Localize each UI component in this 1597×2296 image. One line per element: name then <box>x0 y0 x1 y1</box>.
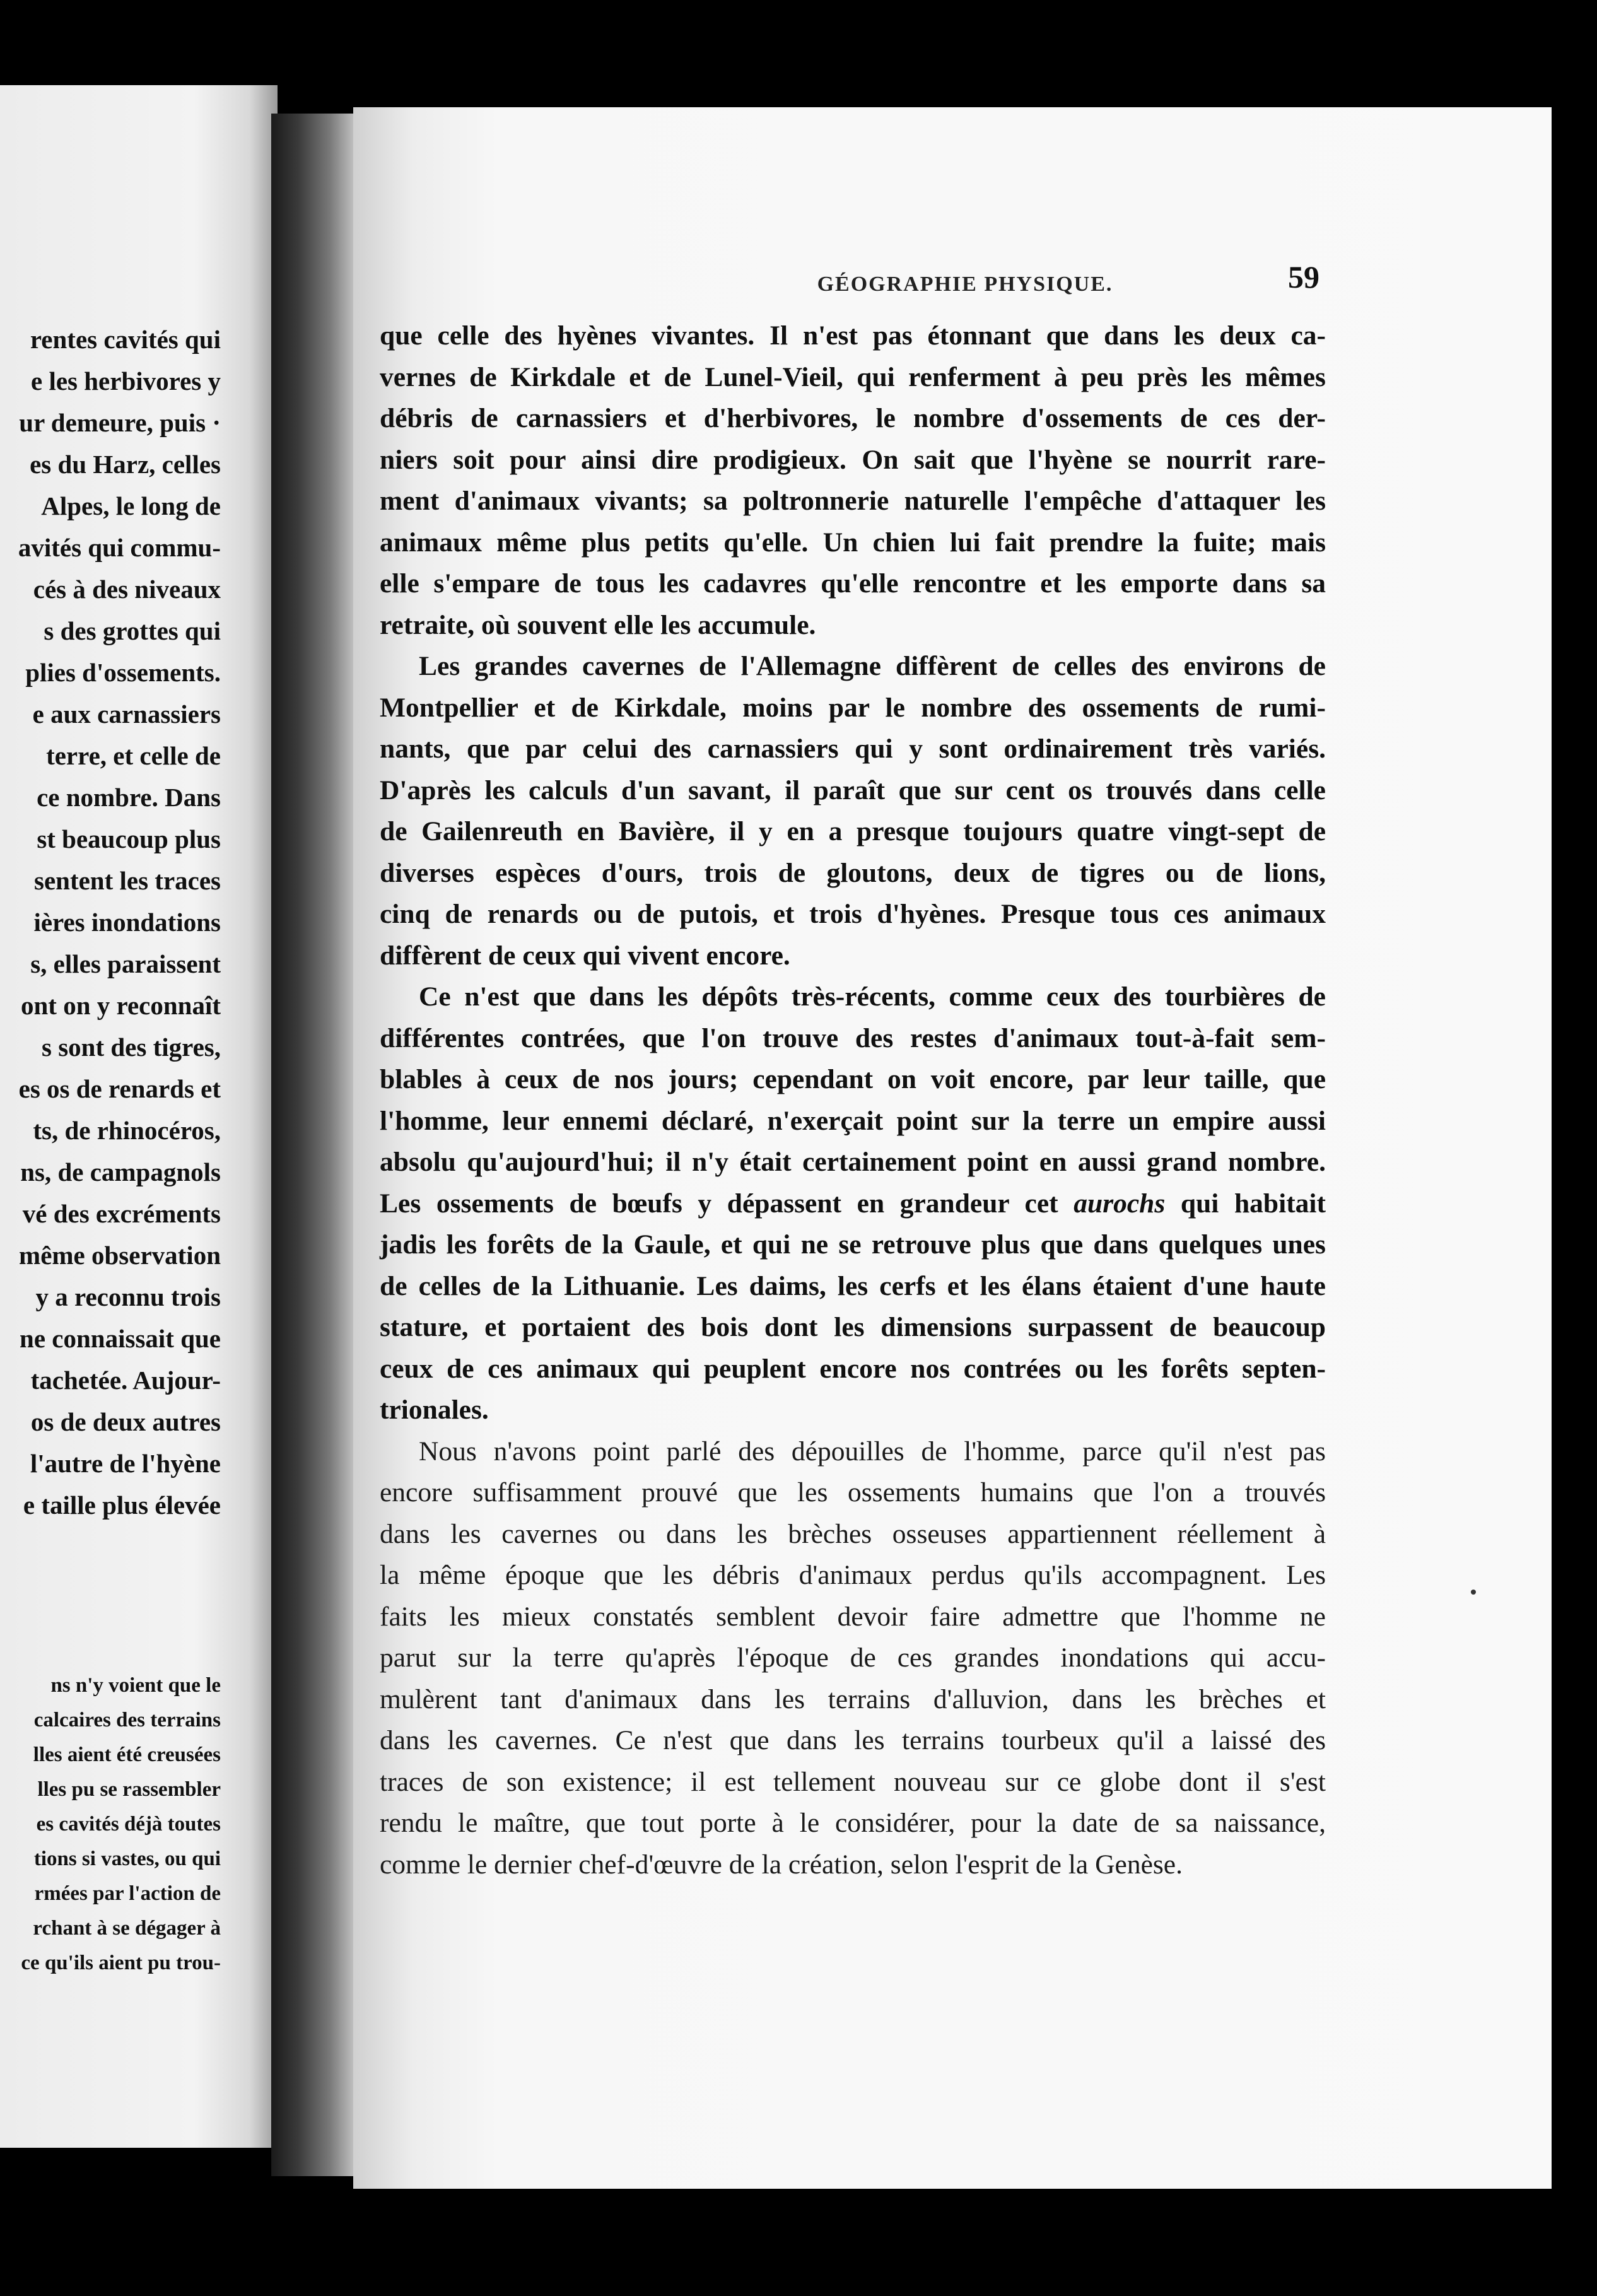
left-page-line: Alpes, le long de <box>41 491 221 520</box>
text-line: dans les cavernes. Ce n'est que dans les terrains tourbeux qu'il a laissé des <box>380 1725 1326 1755</box>
text-line: niers soit pour ainsi dire prodigieux. On sait que l'hyène se nourrit rare- <box>380 444 1326 475</box>
left-page-line: vé des excréments <box>22 1199 221 1228</box>
text-line: animaux même plus petits qu'elle. Un chien lui fait prendre la fuite; mais <box>380 527 1326 558</box>
left-page-line: e les herbivores y <box>31 366 221 395</box>
left-page-line: tachetée. Aujour- <box>30 1366 221 1395</box>
left-page-main-text <box>0 319 221 1526</box>
text-line: que celle des hyènes vivantes. Il n'est pas étonnant que dans les deux ca- <box>380 320 1326 351</box>
text-line: vernes de Kirkdale et de Lunel-Vieil, qui renferment à peu près les mêmes <box>380 361 1326 392</box>
running-head: GÉOGRAPHIE PHYSIQUE. <box>817 272 1113 296</box>
left-page-line: e taille plus élevée <box>23 1491 221 1520</box>
left-page-line: terre, et celle de <box>46 741 221 770</box>
left-page-line: s des grottes qui <box>44 616 221 645</box>
text-line: blables à ceux de nos jours; cependant on voit encore, par leur taille, que <box>380 1064 1326 1094</box>
left-page-note-line: es cavités déjà toutes <box>36 1813 221 1836</box>
text-line: mulèrent tant d'animaux dans les terrains d'alluvion, dans les brèches et <box>380 1684 1326 1714</box>
text-line: nants, que par celui des carnassiers qui y sont ordinairement très variés. <box>380 734 1326 764</box>
left-page-line: st beaucoup plus <box>37 824 221 853</box>
text-line: D'après les calculs d'un savant, il paraît que sur cent os trouvés dans celle <box>380 775 1326 805</box>
left-page-note-line: lles pu se rassembler <box>37 1778 221 1801</box>
text-line: ment d'animaux vivants; sa poltronnerie naturelle l'empêche d'attaquer les <box>380 486 1326 516</box>
text-line: l'homme, leur ennemi déclaré, n'exerçait point sur la terre un empire aussi <box>380 1105 1326 1136</box>
left-facing-page <box>0 85 278 2148</box>
text-line: comme le dernier chef-d'œuvre de la création, selon l'esprit de la Genèse. <box>380 1849 1183 1880</box>
text-line: ceux de ces animaux qui peuplent encore nos contrées ou les forêts septen- <box>380 1353 1326 1384</box>
left-page-line: s, elles paraissent <box>30 949 221 978</box>
left-page-note-line: rchant à se dégager à <box>33 1917 221 1940</box>
text-line: Les ossements de bœufs y dépassent en grandeur cet aurochs qui habitait <box>380 1188 1326 1219</box>
text-line: rendu le maître, que tout porte à le considérer, pour la date de sa naissance, <box>380 1808 1326 1838</box>
text-line: Ce n'est que dans les dépôts très-récents, comme ceux des tourbières de <box>419 981 1326 1012</box>
left-page-line: même observation <box>19 1241 221 1270</box>
left-page-line: os de deux autres <box>30 1407 221 1436</box>
text-line: débris de carnassiers et d'herbivores, le nombre d'ossements de ces der- <box>380 403 1326 433</box>
text-line: encore suffisamment prouvé que les ossements humains que l'on a trouvés <box>380 1477 1326 1508</box>
text-line: différentes contrées, que l'on trouve des restes d'animaux tout-à-fait sem- <box>380 1022 1326 1053</box>
left-page-note-line: ce qu'ils aient pu trou- <box>21 1952 221 1974</box>
text-line: de celles de la Lithuanie. Les daims, les cerfs et les élans étaient d'une haute <box>380 1270 1326 1301</box>
left-page-line: e aux carnassiers <box>32 700 221 729</box>
left-page-line: y a reconnu trois <box>35 1282 221 1311</box>
left-page-line: ns, de campagnols <box>20 1157 221 1186</box>
text-line: Montpellier et de Kirkdale, moins par le nombre des ossements de rumi- <box>380 692 1326 723</box>
left-page-line: sentent les traces <box>33 866 221 895</box>
left-page-line: ont on y reconnaît <box>20 991 221 1020</box>
left-page-line: ne connaissait que <box>20 1324 221 1353</box>
left-page-line: cés à des niveaux <box>33 575 221 604</box>
text-line: cinq de renards ou de putois, et trois d'hyènes. Presque tous ces animaux <box>380 899 1326 929</box>
page-number: 59 <box>1288 259 1319 295</box>
text-line: elle s'empare de tous les cadavres qu'elle rencontre et les emporte dans sa <box>380 568 1326 599</box>
left-page-line: l'autre de l'hyène <box>30 1449 221 1478</box>
left-page-note-line: lles aient été creusées <box>33 1743 221 1766</box>
text-line: traces de son existence; il est tellement nouveau sur ce globe dont il s'est <box>380 1766 1326 1797</box>
left-page-line: ce nombre. Dans <box>37 783 221 812</box>
speck-mark <box>1471 1590 1476 1595</box>
text-line: la même époque que les débris d'animaux perdus qu'ils accompagnent. Les <box>380 1560 1326 1590</box>
text-line: Nous n'avons point parlé des dépouilles de l'homme, parce qu'il n'est pas <box>419 1436 1326 1467</box>
right-page <box>353 107 1552 2189</box>
text-line: de Gailenreuth en Bavière, il y en a presque toujours quatre vingt-sept de <box>380 816 1326 846</box>
text-line: faits les mieux constatés semblent devoir faire admettre que l'homme ne <box>380 1601 1326 1632</box>
text-line: jadis les forêts de la Gaule, et qui ne se retrouve plus que dans quelques unes <box>380 1229 1326 1260</box>
left-page-note-line: calcaires des terrains <box>33 1709 221 1731</box>
left-page-line: es du Harz, celles <box>30 450 221 479</box>
text-line: diverses espèces d'ours, trois de gloutons, deux de tigres ou de lions, <box>380 857 1326 888</box>
left-page-footnotes <box>0 1668 221 1981</box>
body-text <box>380 315 1326 1885</box>
left-page-line: es os de renards et <box>18 1074 221 1103</box>
left-page-line: ts, de rhinocéros, <box>33 1116 221 1145</box>
paragraph <box>380 1431 1326 1886</box>
text-line: diffèrent de ceux qui vivent encore. <box>380 940 790 971</box>
left-page-note-line: tions si vastes, ou qui <box>33 1848 221 1870</box>
left-page-line: rentes cavités qui <box>30 325 221 354</box>
left-page-note-line: rmées par l'action de <box>34 1882 221 1905</box>
left-page-line: ur demeure, puis · <box>19 408 221 437</box>
left-page-line: plies d'ossements. <box>25 658 221 687</box>
paragraph <box>380 315 1326 646</box>
text-line: dans les cavernes ou dans les brèches osseuses appartiennent réellement à <box>380 1518 1326 1549</box>
left-page-line: s sont des tigres, <box>42 1033 221 1062</box>
text-line: parut sur la terre qu'après l'époque de ces grandes inondations qui accu- <box>380 1643 1326 1673</box>
left-page-note-line: ns n'y voient que le <box>50 1674 221 1697</box>
text-line: absolu qu'aujourd'hui; il n'y était certainement point en aussi grand nombre. <box>380 1147 1326 1177</box>
paragraph <box>380 646 1326 976</box>
left-page-line: ières inondations <box>33 908 221 937</box>
text-line: retraite, où souvent elle les accumule. <box>380 609 816 640</box>
text-line: Les grandes cavernes de l'Allemagne diffèrent de celles des environs de <box>419 651 1326 681</box>
left-page-line: avités qui commu- <box>18 533 221 562</box>
text-line: stature, et portaient des bois dont les dimensions surpassent de beaucoup <box>380 1312 1326 1342</box>
text-line: trionales. <box>380 1395 489 1425</box>
paragraph <box>380 976 1326 1431</box>
